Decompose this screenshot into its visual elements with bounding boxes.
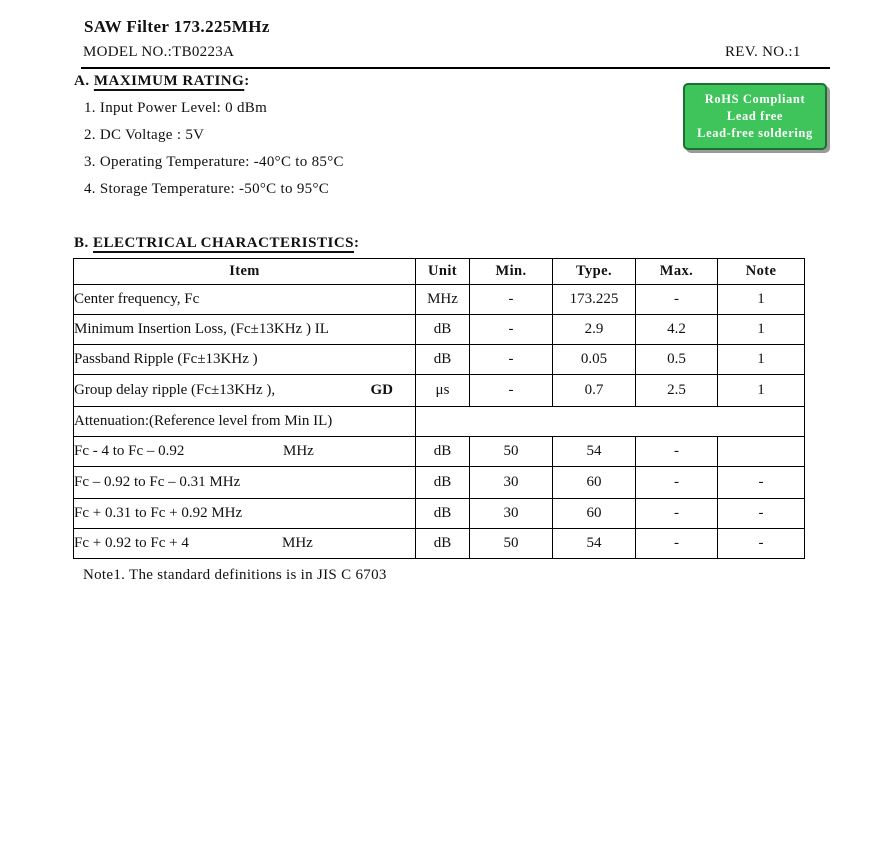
rohs-badge-line2: Lead free [726,109,784,123]
table-row [74,285,805,315]
section-a-prefix: A. [74,73,90,89]
cell-max: - [636,467,718,499]
cell-min: - [470,315,553,345]
section-b-heading [74,235,360,252]
cell-typ: 60 [553,499,636,529]
header-divider [81,67,830,69]
cell-attenuation-label: Attenuation:(Reference level from Min IL) [74,407,416,437]
cell-note: 1 [718,315,805,345]
cell-note: 1 [718,375,805,407]
cell-item: Fc – 0.92 to Fc – 0.31 MHz [74,467,416,499]
cell-unit: dB [416,467,470,499]
rohs-badge-line3: Lead-free soldering [697,126,813,140]
column-header-max: Max. [636,259,718,285]
cell-attenuation-blank [416,407,805,437]
cell-item [74,529,416,559]
section-a-title: MAXIMUM RATING [93,73,245,89]
cell-item-text: Fc + 0.92 to Fc + 4 [74,535,189,551]
table-row [74,315,805,345]
cell-item: Fc + 0.31 to Fc + 0.92 MHz [74,499,416,529]
cell-note: - [718,499,805,529]
rating-item: 4. Storage Temperature: -50°C to 95°C [84,181,330,197]
cell-note: - [718,467,805,499]
cell-max: 4.2 [636,315,718,345]
cell-item: Minimum Insertion Loss, (Fc±13KHz ) IL [74,315,416,345]
cell-typ: 0.7 [553,375,636,407]
column-header-item: Item [74,259,416,285]
rohs-badge [683,83,827,150]
revision-number: REV. NO.:1 [725,44,801,60]
model-number: MODEL NO.:TB0223A [83,44,235,60]
rohs-badge-line1: RoHS Compliant [704,92,806,106]
cell-item-text: Fc - 4 to Fc – 0.92 [74,443,185,459]
cell-note: 1 [718,285,805,315]
cell-item-unit: MHz [283,443,314,459]
table-row [74,499,805,529]
section-a-heading [74,73,250,90]
cell-min: 50 [470,529,553,559]
table-row-attenuation [74,407,805,437]
rating-item: 3. Operating Temperature: -40°C to 85°C [84,154,344,170]
cell-note [718,437,805,467]
cell-typ: 54 [553,437,636,467]
rating-item: 2. DC Voltage : 5V [84,127,205,143]
table-row [74,345,805,375]
cell-unit: dB [416,529,470,559]
column-header-unit: Unit [416,259,470,285]
cell-unit: dB [416,499,470,529]
section-b-prefix: B. [74,235,89,251]
cell-item-unit: MHz [282,535,313,551]
cell-unit: dB [416,437,470,467]
cell-typ: 60 [553,467,636,499]
cell-max: - [636,437,718,467]
table-row [74,529,805,559]
cell-max: 2.5 [636,375,718,407]
cell-item [74,375,416,407]
cell-max: - [636,529,718,559]
cell-min: 50 [470,437,553,467]
column-header-type: Type. [553,259,636,285]
cell-typ: 173.225 [553,285,636,315]
table-header-row [74,259,805,285]
cell-min: 30 [470,499,553,529]
cell-typ: 2.9 [553,315,636,345]
cell-unit: μs [416,375,470,407]
table-row [74,437,805,467]
section-b-suffix: : [354,235,360,251]
cell-item [74,437,416,467]
cell-min: - [470,375,553,407]
column-header-note: Note [718,259,805,285]
rating-item: 1. Input Power Level: 0 dBm [84,100,268,116]
cell-typ: 0.05 [553,345,636,375]
electrical-characteristics-table [73,258,805,559]
cell-max: - [636,285,718,315]
document-title: SAW Filter 173.225MHz [84,17,270,36]
cell-min: - [470,345,553,375]
cell-min: 30 [470,467,553,499]
cell-max: - [636,499,718,529]
column-header-min: Min. [470,259,553,285]
section-a-suffix: : [244,73,250,89]
cell-note: 1 [718,345,805,375]
cell-unit: dB [416,315,470,345]
cell-item: Center frequency, Fc [74,285,416,315]
footnote: Note1. The standard definitions is in JIS C 6703 [83,567,387,583]
cell-max: 0.5 [636,345,718,375]
cell-unit: MHz [416,285,470,315]
cell-item-text: Group delay ripple (Fc±13KHz ), [74,382,276,398]
cell-item-tag: GD [370,382,393,398]
cell-note: - [718,529,805,559]
cell-typ: 54 [553,529,636,559]
cell-min: - [470,285,553,315]
section-b-title: ELECTRICAL CHARACTERISTICS [93,235,354,251]
cell-unit: dB [416,345,470,375]
table-row [74,467,805,499]
table-row [74,375,805,407]
cell-item: Passband Ripple (Fc±13KHz ) [74,345,416,375]
